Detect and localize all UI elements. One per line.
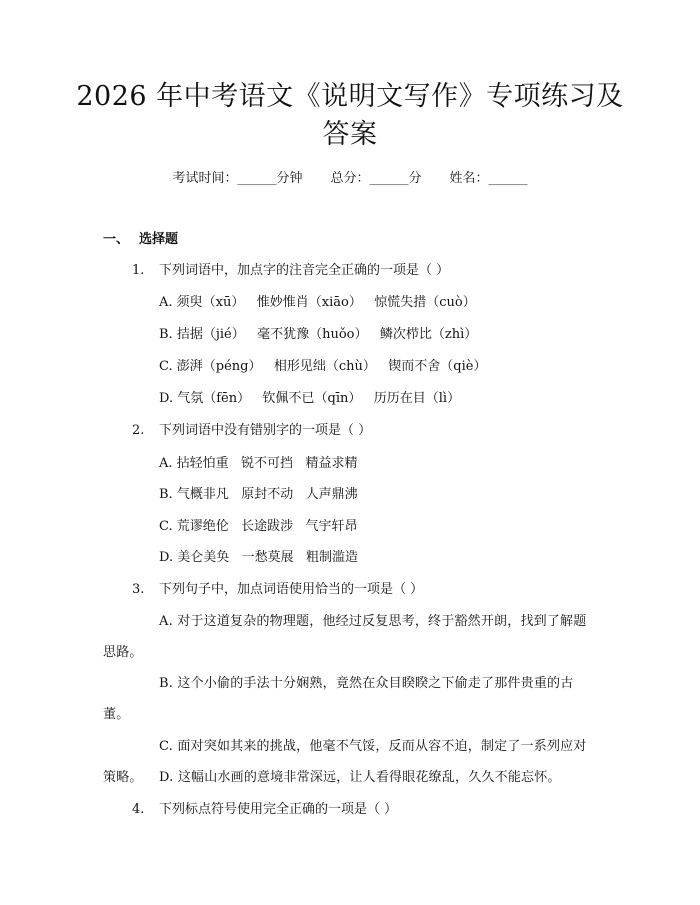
- question-1: [132, 262, 449, 280]
- question-4: [132, 801, 397, 819]
- question-2-option-c: C. 荒谬绝伦 长途跋涉 气宇轩昂: [159, 519, 358, 534]
- section-title: 选择题: [139, 232, 179, 247]
- title-line-1: 2026 年中考语文《说明文写作》专项练习及: [76, 81, 624, 112]
- question-2-option-b: B. 气概非凡 原封不动 人声鼎沸: [159, 487, 358, 502]
- question-text: 下列词语中，加点字的注音完全正确的一项是（ ）: [159, 263, 450, 278]
- question-text: 下列标点符号使用完全正确的一项是（ ）: [159, 802, 398, 817]
- question-1-option-b: B. 拮据（jié） 毫不犹豫（huǒo） 鳞次栉比（zhì）: [159, 327, 478, 342]
- question-3-option-b: B. 这个小偷的手法十分娴熟，竟然在众目睽睽之下偷走了那件贵重的古董。: [103, 676, 574, 722]
- exam-meta: [0, 170, 700, 188]
- question-2: [132, 422, 371, 440]
- question-1-option-a: A. 须臾（xū） 惟妙惟肖（xiāo） 惊慌失措（cuò）: [159, 295, 476, 310]
- question-3-option-a: A. 对于这道复杂的物理题，他经过反复思考，终于豁然开朗，找到了解题思路。: [103, 614, 587, 660]
- total-score-label: 总分：______分: [330, 171, 422, 186]
- question-3: [132, 581, 423, 599]
- question-2-option-a: A. 拈轻怕重 锐不可挡 精益求精: [159, 456, 358, 471]
- exam-time-label: 考试时间：______分钟: [172, 171, 303, 186]
- question-number: 4.: [132, 802, 145, 817]
- question-text: 下列句子中，加点词语使用恰当的一项是（ ）: [159, 582, 424, 597]
- section-heading: [103, 231, 178, 249]
- question-number: 3.: [132, 582, 145, 597]
- section-number: 一、: [103, 232, 130, 247]
- question-number: 2.: [132, 423, 145, 438]
- question-3-option-c: C. 面对突如其来的挑战，他毫不气馁，反而从容不迫，制定了一系列应对策略。: [103, 739, 587, 785]
- question-number: 1.: [132, 263, 145, 278]
- document-title: [60, 78, 640, 154]
- question-3-option-d: D. 这幅山水画的意境非常深远，让人看得眼花缭乱，久久不能忘怀。: [159, 770, 561, 785]
- question-2-option-d: D. 美仑美奂 一愁莫展 粗制滥造: [159, 550, 359, 565]
- student-name-label: 姓名：______: [449, 171, 528, 186]
- question-1-option-d: D. 气氛（fēn） 钦佩不已（qīn） 历历在目（lì）: [159, 391, 461, 406]
- question-1-option-c: C. 澎湃（péng） 相形见绌（chù） 锲而不舍（qiè）: [159, 359, 487, 374]
- question-text: 下列词语中没有错别字的一项是（ ）: [159, 423, 372, 438]
- title-line-2: 答案: [322, 119, 378, 150]
